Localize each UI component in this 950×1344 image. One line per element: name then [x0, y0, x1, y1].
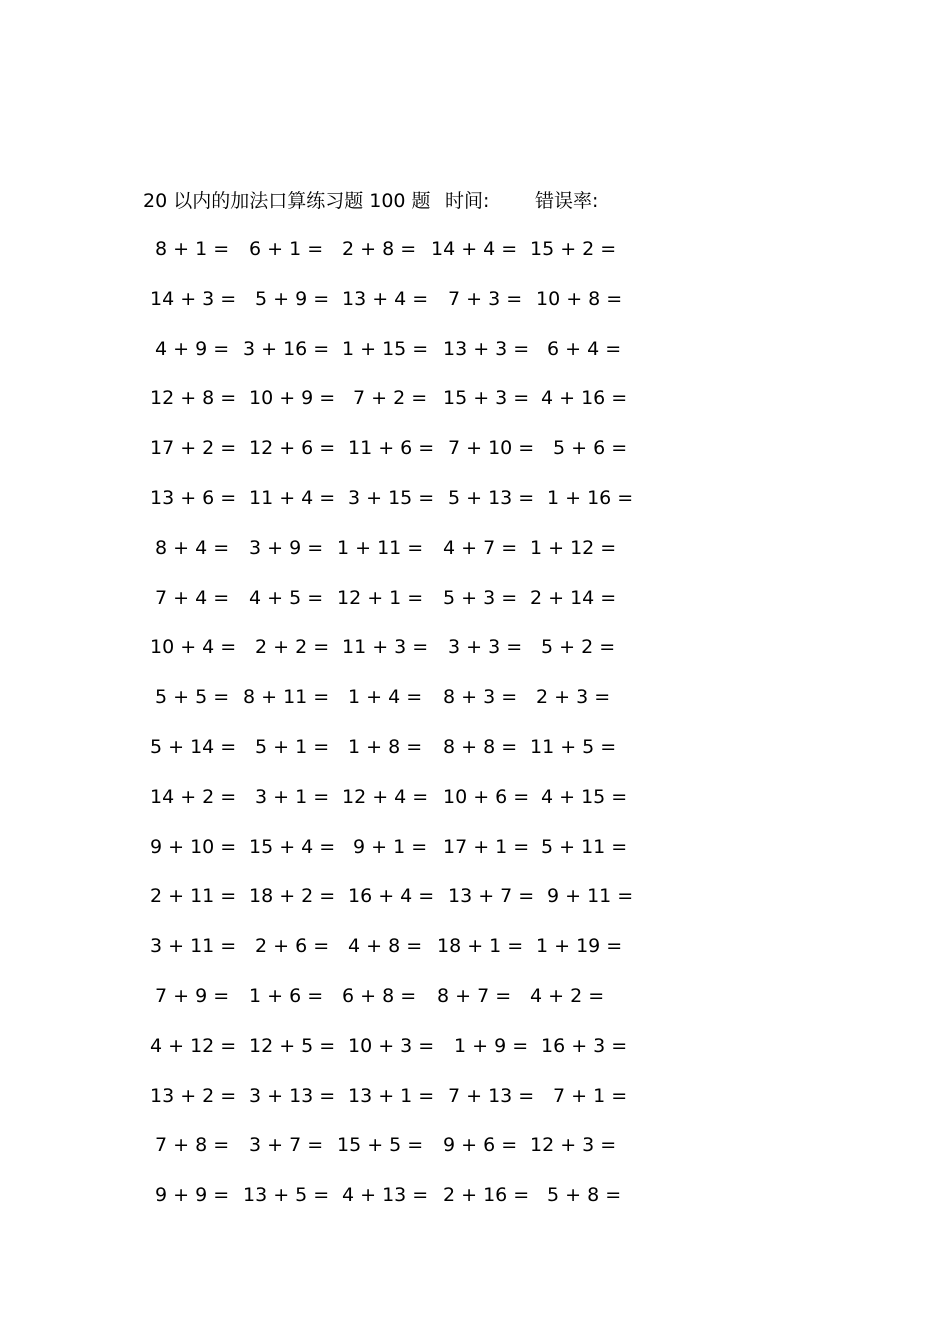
problem-item: 5 + 8 = — [547, 1184, 622, 1206]
problem-item: 5 + 11 = — [541, 836, 628, 858]
problem-item: 3 + 16 = — [243, 338, 330, 360]
problem-item: 11 + 3 = — [342, 636, 429, 658]
problem-item: 1 + 8 = — [348, 736, 423, 758]
problem-item: 12 + 6 = — [249, 437, 336, 459]
problem-item: 7 + 4 = — [155, 587, 230, 609]
problem-item: 4 + 5 = — [249, 587, 324, 609]
problem-item: 3 + 1 = — [255, 786, 330, 808]
problem-item: 1 + 6 = — [249, 985, 324, 1007]
problem-item: 2 + 2 = — [255, 636, 330, 658]
problem-item: 7 + 2 = — [353, 387, 428, 409]
problem-item: 9 + 11 = — [547, 885, 634, 907]
problem-item: 17 + 1 = — [443, 836, 530, 858]
problem-item: 12 + 1 = — [337, 587, 424, 609]
problem-item: 6 + 8 = — [342, 985, 417, 1007]
problem-item: 2 + 6 = — [255, 935, 330, 957]
problem-item: 5 + 3 = — [443, 587, 518, 609]
problem-item: 12 + 8 = — [150, 387, 237, 409]
problem-item: 14 + 4 = — [431, 238, 518, 260]
problem-item: 8 + 8 = — [443, 736, 518, 758]
problem-item: 5 + 9 = — [255, 288, 330, 310]
problem-item: 6 + 4 = — [547, 338, 622, 360]
problem-item: 1 + 12 = — [530, 537, 617, 559]
error-rate-label: 错误率: — [535, 190, 599, 212]
problem-item: 8 + 7 = — [437, 985, 512, 1007]
problem-item: 1 + 9 = — [454, 1035, 529, 1057]
time-label: 时间: — [445, 190, 490, 212]
problem-item: 5 + 1 = — [255, 736, 330, 758]
problem-item: 15 + 3 = — [443, 387, 530, 409]
problem-item: 10 + 3 = — [348, 1035, 435, 1057]
problem-item: 13 + 2 = — [150, 1085, 237, 1107]
problem-item: 8 + 3 = — [443, 686, 518, 708]
problem-item: 8 + 11 = — [243, 686, 330, 708]
problem-item: 7 + 10 = — [448, 437, 535, 459]
problem-item: 11 + 4 = — [249, 487, 336, 509]
problem-item: 15 + 2 = — [530, 238, 617, 260]
problem-item: 9 + 6 = — [443, 1134, 518, 1156]
problem-item: 5 + 6 = — [553, 437, 628, 459]
problem-item: 5 + 13 = — [448, 487, 535, 509]
problem-item: 9 + 9 = — [155, 1184, 230, 1206]
problem-item: 12 + 5 = — [249, 1035, 336, 1057]
problem-item: 15 + 4 = — [249, 836, 336, 858]
problem-item: 11 + 6 = — [348, 437, 435, 459]
problem-item: 3 + 7 = — [249, 1134, 324, 1156]
problem-item: 11 + 5 = — [530, 736, 617, 758]
problem-item: 2 + 8 = — [342, 238, 417, 260]
problem-item: 1 + 11 = — [337, 537, 424, 559]
problem-item: 7 + 13 = — [448, 1085, 535, 1107]
problem-item: 4 + 8 = — [348, 935, 423, 957]
problem-item: 13 + 5 = — [243, 1184, 330, 1206]
problem-item: 16 + 4 = — [348, 885, 435, 907]
problem-item: 9 + 10 = — [150, 836, 237, 858]
problem-item: 7 + 1 = — [553, 1085, 628, 1107]
problem-item: 9 + 1 = — [353, 836, 428, 858]
problem-item: 1 + 15 = — [342, 338, 429, 360]
problem-item: 15 + 5 = — [337, 1134, 424, 1156]
problem-item: 6 + 1 = — [249, 238, 324, 260]
problem-item: 14 + 3 = — [150, 288, 237, 310]
problem-item: 10 + 6 = — [443, 786, 530, 808]
problem-item: 7 + 8 = — [155, 1134, 230, 1156]
problem-item: 13 + 3 = — [443, 338, 530, 360]
problem-item: 1 + 16 = — [547, 487, 634, 509]
problem-item: 3 + 15 = — [348, 487, 435, 509]
problem-item: 3 + 9 = — [249, 537, 324, 559]
problem-item: 4 + 9 = — [155, 338, 230, 360]
problem-item: 18 + 1 = — [437, 935, 524, 957]
problem-item: 4 + 7 = — [443, 537, 518, 559]
problem-item: 2 + 3 = — [536, 686, 611, 708]
problem-item: 4 + 15 = — [541, 786, 628, 808]
problem-item: 10 + 9 = — [249, 387, 336, 409]
problem-item: 5 + 14 = — [150, 736, 237, 758]
problem-item: 4 + 12 = — [150, 1035, 237, 1057]
problem-item: 14 + 2 = — [150, 786, 237, 808]
problem-item: 13 + 1 = — [348, 1085, 435, 1107]
problem-item: 1 + 19 = — [536, 935, 623, 957]
problem-item: 4 + 2 = — [530, 985, 605, 1007]
problem-item: 10 + 4 = — [150, 636, 237, 658]
problem-item: 3 + 11 = — [150, 935, 237, 957]
worksheet-title: 20 以内的加法口算练习题 100 题 — [143, 190, 431, 212]
problem-item: 13 + 6 = — [150, 487, 237, 509]
problem-item: 5 + 5 = — [155, 686, 230, 708]
problem-item: 10 + 8 = — [536, 288, 623, 310]
problem-item: 13 + 7 = — [448, 885, 535, 907]
problem-item: 18 + 2 = — [249, 885, 336, 907]
problem-item: 16 + 3 = — [541, 1035, 628, 1057]
problem-item: 7 + 9 = — [155, 985, 230, 1007]
problem-item: 12 + 3 = — [530, 1134, 617, 1156]
problem-item: 3 + 3 = — [448, 636, 523, 658]
problem-item: 2 + 16 = — [443, 1184, 530, 1206]
problem-item: 4 + 13 = — [342, 1184, 429, 1206]
problem-item: 7 + 3 = — [448, 288, 523, 310]
problem-item: 5 + 2 = — [541, 636, 616, 658]
problem-item: 3 + 13 = — [249, 1085, 336, 1107]
problem-item: 12 + 4 = — [342, 786, 429, 808]
problem-item: 2 + 11 = — [150, 885, 237, 907]
problem-item: 2 + 14 = — [530, 587, 617, 609]
problem-item: 1 + 4 = — [348, 686, 423, 708]
problem-item: 17 + 2 = — [150, 437, 237, 459]
problem-item: 13 + 4 = — [342, 288, 429, 310]
problem-item: 8 + 1 = — [155, 238, 230, 260]
problem-item: 4 + 16 = — [541, 387, 628, 409]
problem-item: 8 + 4 = — [155, 537, 230, 559]
